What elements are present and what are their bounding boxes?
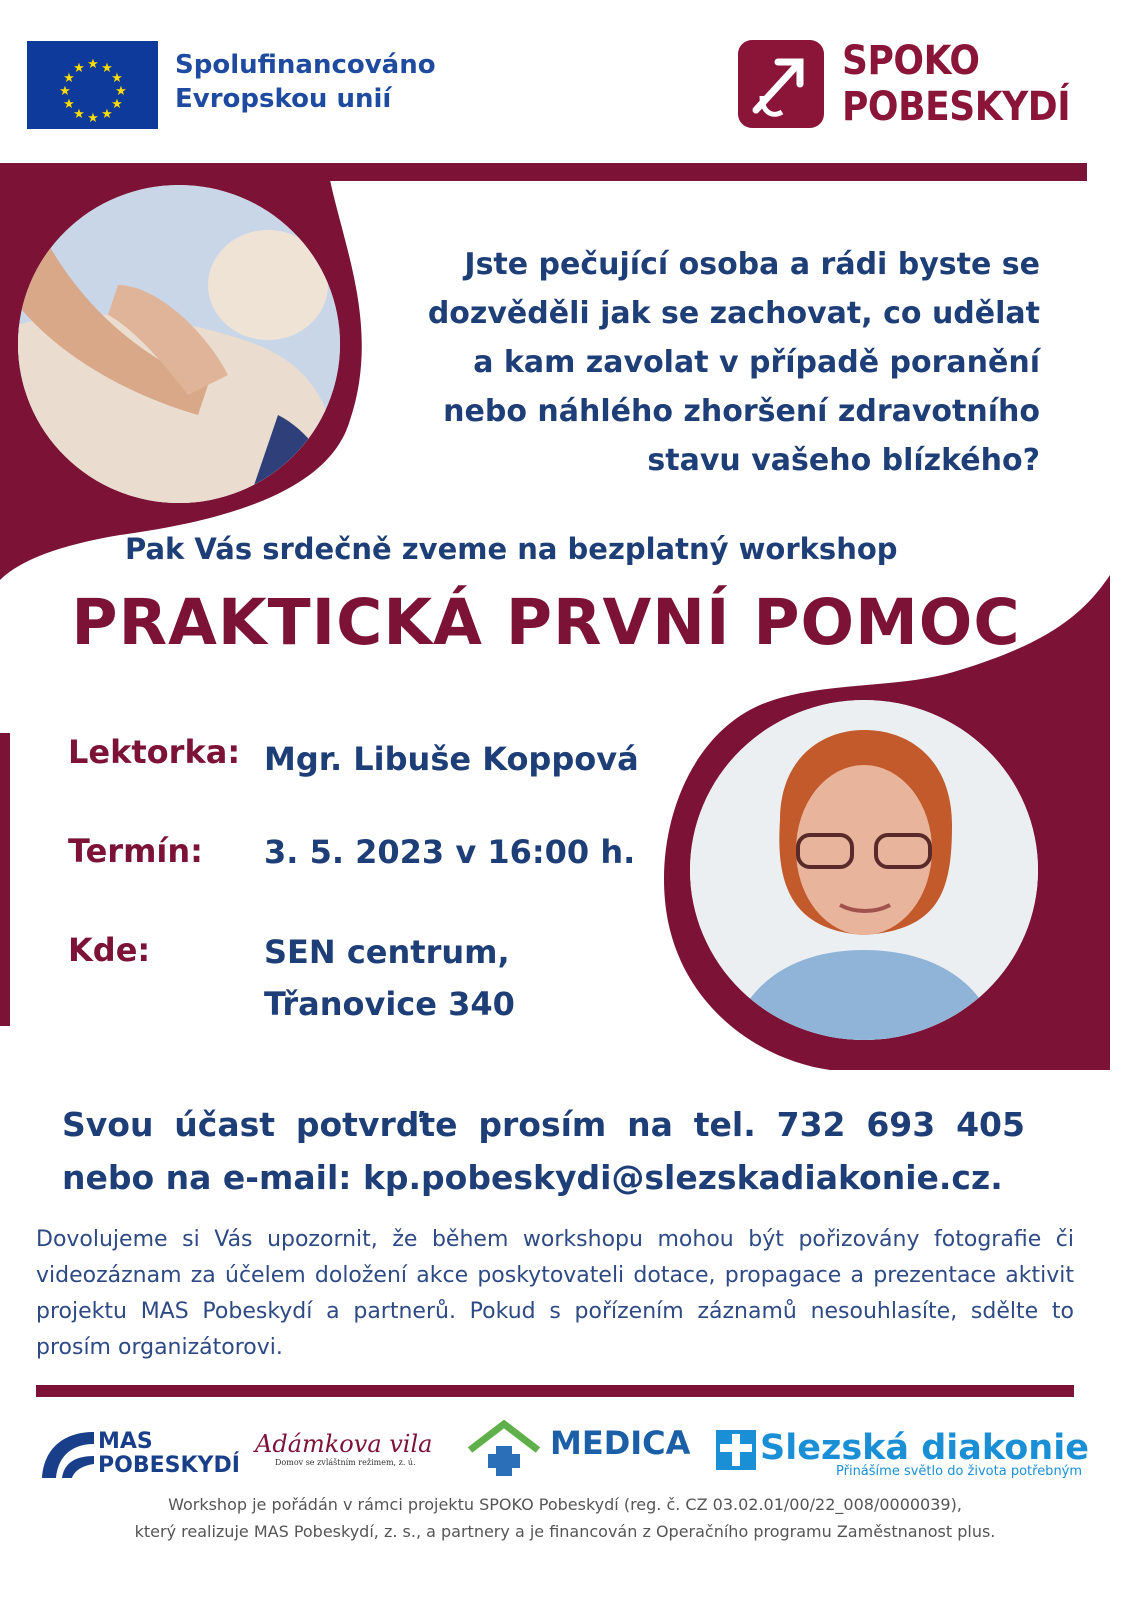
rsvp-word: účast bbox=[174, 1105, 276, 1144]
rsvp-email-line[interactable]: nebo na e-mail: kp.pobeskydi@slezskadiakonie.cz. bbox=[62, 1158, 1003, 1197]
mas-line-2: POBESKYDÍ bbox=[98, 1453, 240, 1478]
question-line-1: Jste pečující osoba a rádi byste se bbox=[464, 247, 1040, 282]
rsvp-line-1 bbox=[62, 1098, 1025, 1151]
intro-question bbox=[380, 240, 1040, 485]
question-line-4: nebo náhlého zhoršení zdravotního bbox=[443, 394, 1040, 429]
slezska-diakonie-text: Slezská diakonie bbox=[760, 1428, 1089, 1468]
eu-line-2: Evropskou unií bbox=[175, 84, 392, 114]
svg-text:★: ★ bbox=[73, 61, 85, 76]
phone-part: 693 bbox=[866, 1105, 936, 1144]
adam-name: Adámkova vila bbox=[255, 1430, 433, 1458]
medica-cross-icon bbox=[466, 1420, 542, 1478]
svg-text:★: ★ bbox=[111, 71, 123, 86]
mas-logo-icon bbox=[38, 1428, 96, 1480]
lecturer-label: Lektorka: bbox=[68, 733, 241, 771]
workshop-title: PRAKTICKÁ PRVNÍ POMOC bbox=[71, 586, 1021, 659]
svg-text:★: ★ bbox=[63, 97, 75, 112]
place-line-1: SEN centrum, bbox=[264, 933, 510, 971]
mas-logo-text bbox=[98, 1430, 240, 1478]
date-value: 3. 5. 2023 v 16:00 h. bbox=[264, 833, 636, 871]
svg-text:★: ★ bbox=[111, 97, 123, 112]
eu-line-1: Spolufinancováno bbox=[175, 50, 436, 80]
mas-line-1: MAS bbox=[98, 1429, 153, 1454]
lecturer-value: Mgr. Libuše Koppová bbox=[264, 740, 639, 778]
adamkova-vila-logo bbox=[255, 1422, 440, 1482]
spoko-line-1: SPOKO bbox=[842, 38, 980, 84]
footer-line-1: Workshop je pořádán v rámci projektu SPOKO Pobeskydí (reg. č. CZ 03.02.01/00/22_008/0000039), bbox=[168, 1495, 962, 1514]
photo-notice: Dovolujeme si Vás upozornit, že během workshopu mohou být pořizovány fotografie či videozáznam za účelem doložení akce poskytovateli dotace, propagace a prezentace aktivit projektu MAS Pobeskydí a partnerů. Pokud s pořízením záznamů nesouhlasíte, sdělte to prosím organizátorovi. bbox=[36, 1227, 1074, 1360]
slezska-diakonie-tagline: Přinášíme světlo do života potřebným bbox=[836, 1464, 1083, 1479]
spoko-line-2: POBESKYDÍ bbox=[842, 84, 1071, 130]
rsvp-word: prosím bbox=[478, 1105, 607, 1144]
eu-cofinanced-text bbox=[175, 48, 475, 116]
funding-footer bbox=[40, 1491, 1090, 1545]
bottom-divider bbox=[36, 1385, 1074, 1397]
rsvp-word: potvrďte bbox=[295, 1105, 458, 1144]
invite-text: Pak Vás srdečně zveme na bezplatný workshop bbox=[125, 532, 898, 566]
phone-part: 405 bbox=[956, 1105, 1025, 1144]
rsvp-word: na bbox=[627, 1105, 673, 1144]
place-value bbox=[264, 926, 515, 1030]
spoko-logo-icon bbox=[738, 40, 824, 128]
footer-line-2: který realizuje MAS Pobeskydí, z. s., a partnery a je financován z Operačního programu Zaměstnanost plus. bbox=[134, 1522, 996, 1541]
rsvp-word: tel. bbox=[693, 1105, 756, 1144]
rsvp-text bbox=[62, 1098, 1025, 1204]
svg-text:★: ★ bbox=[87, 57, 99, 72]
medica-logo-text: MEDICA bbox=[550, 1424, 691, 1462]
phone-part: 732 bbox=[776, 1105, 846, 1144]
lecturer-photo bbox=[690, 700, 1038, 1040]
place-label: Kde: bbox=[68, 931, 151, 969]
svg-text:★: ★ bbox=[59, 84, 71, 99]
date-label: Termín: bbox=[68, 832, 203, 870]
svg-text:★: ★ bbox=[101, 107, 113, 122]
svg-text:★: ★ bbox=[63, 71, 75, 86]
slezska-diakonie-icon bbox=[716, 1430, 756, 1470]
question-line-5: stavu vašeho blízkého? bbox=[647, 443, 1040, 478]
spoko-logo-text bbox=[842, 38, 1070, 130]
place-line-2: Třanovice 340 bbox=[264, 985, 515, 1023]
rsvp-word: Svou bbox=[62, 1105, 154, 1144]
eu-stars-icon bbox=[27, 41, 158, 129]
cpr-photo bbox=[18, 185, 340, 503]
top-divider bbox=[0, 163, 1087, 181]
adam-sub: Domov se zvláštním režimem, z. ú. bbox=[275, 1458, 416, 1467]
question-line-2: dozvěděli jak se zachovat, co udělat bbox=[427, 296, 1040, 331]
question-line-3: a kam zavolat v případě poranění bbox=[473, 345, 1040, 380]
svg-text:★: ★ bbox=[73, 107, 85, 122]
left-accent-bar bbox=[0, 733, 10, 1026]
svg-text:★: ★ bbox=[87, 111, 99, 126]
svg-text:★: ★ bbox=[115, 84, 127, 99]
eu-flag bbox=[27, 41, 158, 129]
svg-text:★: ★ bbox=[101, 61, 113, 76]
